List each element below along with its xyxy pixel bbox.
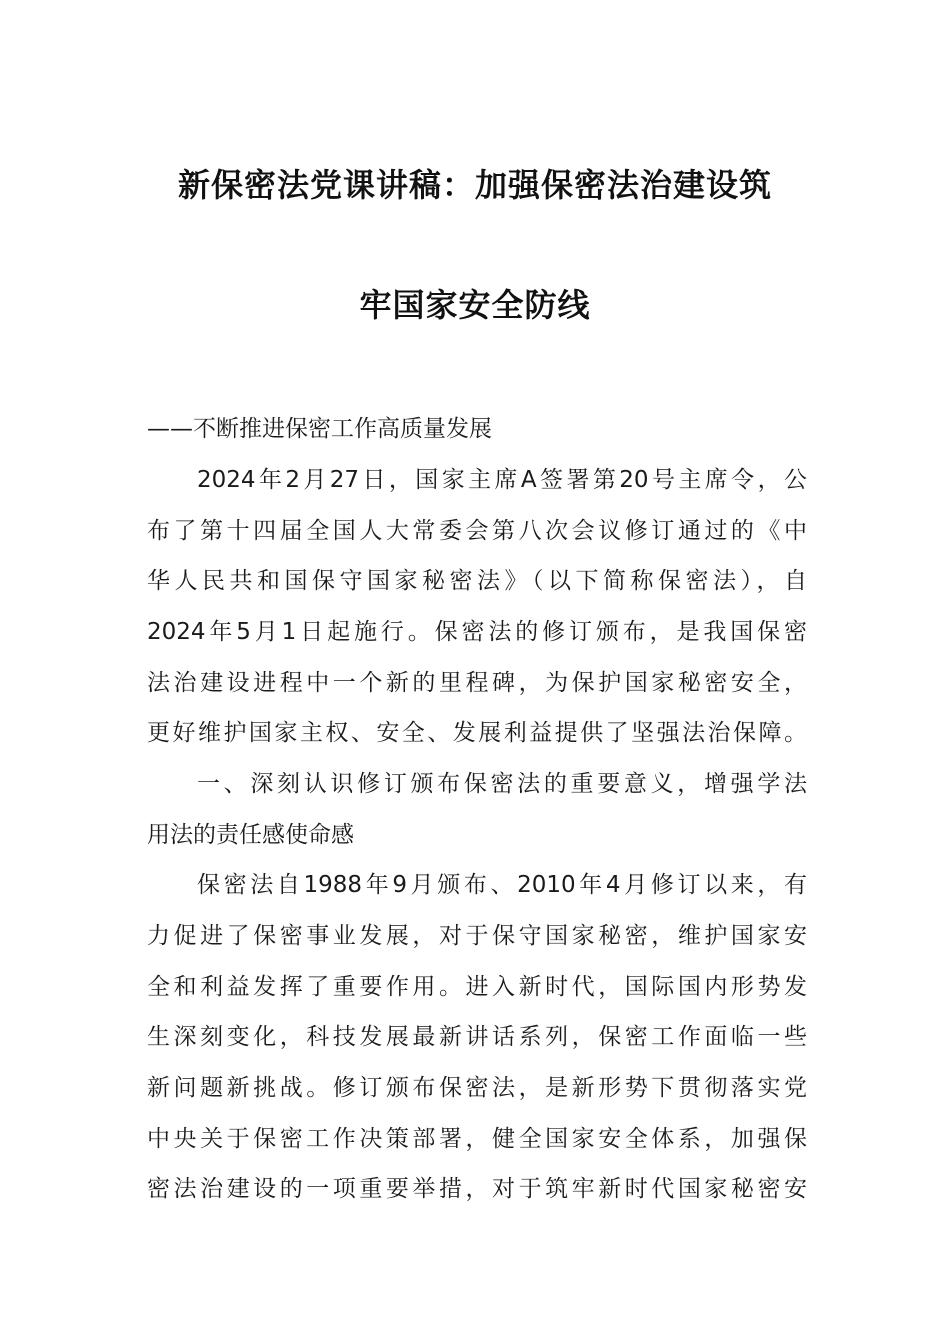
paragraph-1-line-2: 布了第十四届全国人大常委会第八次会议修订通过的《中 [147,518,807,544]
paragraph-1-line-5: 法治建设进程中一个新的里程碑，为保护国家秘密安全， [147,670,807,696]
paragraph-1-line-6: 更好维护国家主权、安全、发展利益提供了坚强法治保障。 [147,720,807,746]
paragraph-2-line-7: 密法治建设的一项重要举措，对于筑牢新时代国家秘密安 [147,1176,807,1202]
paragraph-2-line-5: 新问题新挑战。修订颁布保密法，是新形势下贯彻落实党 [147,1075,807,1101]
paragraph-1-line-4: 2024年5月1日起施行。保密法的修订颁布，是我国保密 [147,619,807,645]
document-title-line-1: 新保密法党课讲稿：加强保密法治建设筑 [177,166,772,204]
paragraph-1-line-3: 华人民共和国保守国家秘密法》（以下简称保密法），自 [147,568,807,594]
paragraph-1-line-1: 2024年2月27日，国家主席A签署第20号主席令，公 [197,467,807,493]
paragraph-2-line-4: 生深刻变化，科技发展最新讲话系列，保密工作面临一些 [147,1024,807,1050]
paragraph-2-line-3: 全和利益发挥了重要作用。进入新时代，国际国内形势发 [147,974,807,1000]
paragraph-2-line-2: 力促进了保密事业发展，对于保守国家秘密，维护国家安 [147,923,807,949]
document-title-line-2: 牢国家安全防线 [359,286,591,324]
paragraph-2-line-1: 保密法自1988年9月颁布、2010年4月修订以来，有 [197,872,807,898]
section-heading-line-2: 用法的责任感使命感 [147,822,354,848]
section-heading-line-1: 一、深刻认识修订颁布保密法的重要意义，增强学法 [197,771,807,797]
paragraph-2-line-6: 中央关于保密工作决策部署，健全国家安全体系，加强保 [147,1126,807,1152]
document-subtitle: ——不断推进保密工作高质量发展 [147,416,492,442]
